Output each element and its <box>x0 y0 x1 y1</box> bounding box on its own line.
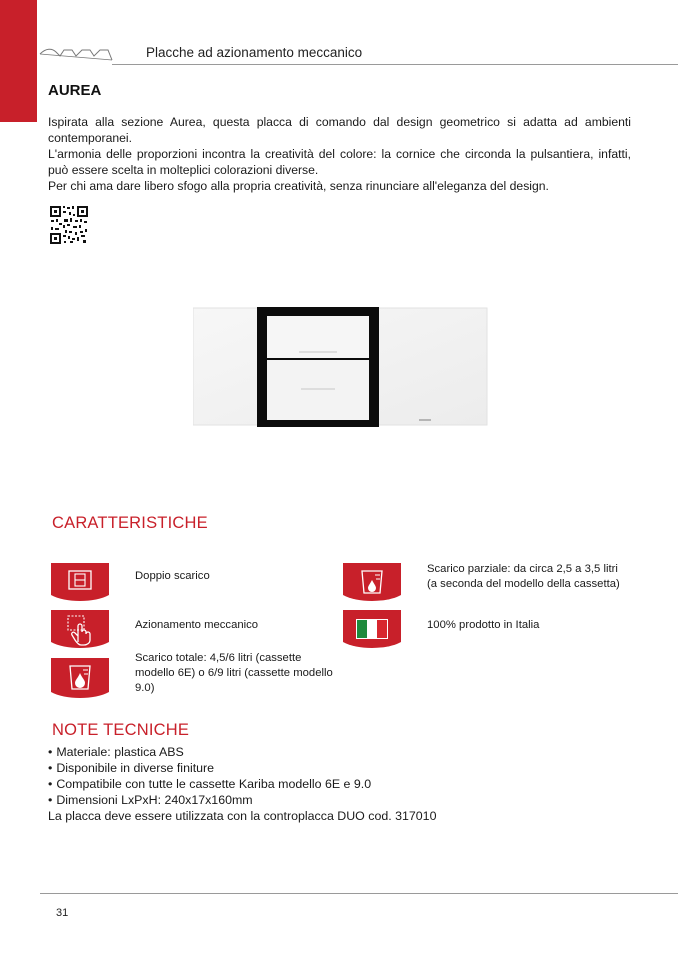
description-paragraph-2: L'armonia delle proporzioni incontra la creatività del colore: la cornice che circonda la pulsantiera, infatti, può essere scelta in molteplici colorazioni diverse. <box>48 147 631 177</box>
product-title: AUREA <box>48 82 102 99</box>
feature-partial-flush: Scarico parziale: da circa 2,5 a 3,5 litri (a seconda del modello della cassetta) <box>427 563 620 590</box>
header-section-title: Placche ad azionamento meccanico <box>146 45 363 60</box>
wave-decoration-icon <box>38 44 114 64</box>
list-item: • Dimensioni LxPxH: 240x17x160mm <box>48 792 436 808</box>
qr-code[interactable] <box>49 205 89 245</box>
product-description <box>48 114 631 194</box>
full-flush-beaker-icon <box>51 658 109 700</box>
double-flush-icon <box>51 563 109 603</box>
header-divider <box>112 64 678 65</box>
mechanical-press-icon <box>51 610 109 650</box>
feature-double-flush: Doppio scarico <box>135 570 210 582</box>
technical-notes <box>48 744 436 824</box>
list-item: • Disponibile in diverse finiture <box>48 760 436 776</box>
red-corner-bar <box>0 0 37 122</box>
footer-divider <box>40 893 678 894</box>
feature-full-flush: Scarico totale: 4,5/6 litri (cassette modello 6E) o 6/9 litri (cassette modello 9.0) <box>135 652 333 694</box>
notes-title: NOTE TECNICHE <box>52 721 190 739</box>
notes-list <box>48 744 436 808</box>
description-paragraph-3: Per chi ama dare libero sfogo alla propria creatività, senza rinunciare all'eleganza del design. <box>48 179 549 193</box>
italian-flag-icon <box>343 610 401 650</box>
page-number: 31 <box>56 907 69 919</box>
partial-flush-beaker-icon <box>343 563 401 603</box>
description-paragraph-1: Ispirata alla sezione Aurea, questa placca di comando dal design geometrico si adatta ad ambienti contemporanei. <box>48 115 631 145</box>
feature-made-in-italy: 100% prodotto in Italia <box>427 619 540 631</box>
notes-footnote: La placca deve essere utilizzata con la controplacca DUO cod. 317010 <box>48 809 437 823</box>
list-item: • Materiale: plastica ABS <box>48 744 436 760</box>
feature-mechanical: Azionamento meccanico <box>135 619 259 631</box>
features-title: CARATTERISTICHE <box>52 514 208 532</box>
list-item: • Compatibile con tutte le cassette Kariba modello 6E e 9.0 <box>48 776 436 792</box>
product-image <box>193 307 493 427</box>
